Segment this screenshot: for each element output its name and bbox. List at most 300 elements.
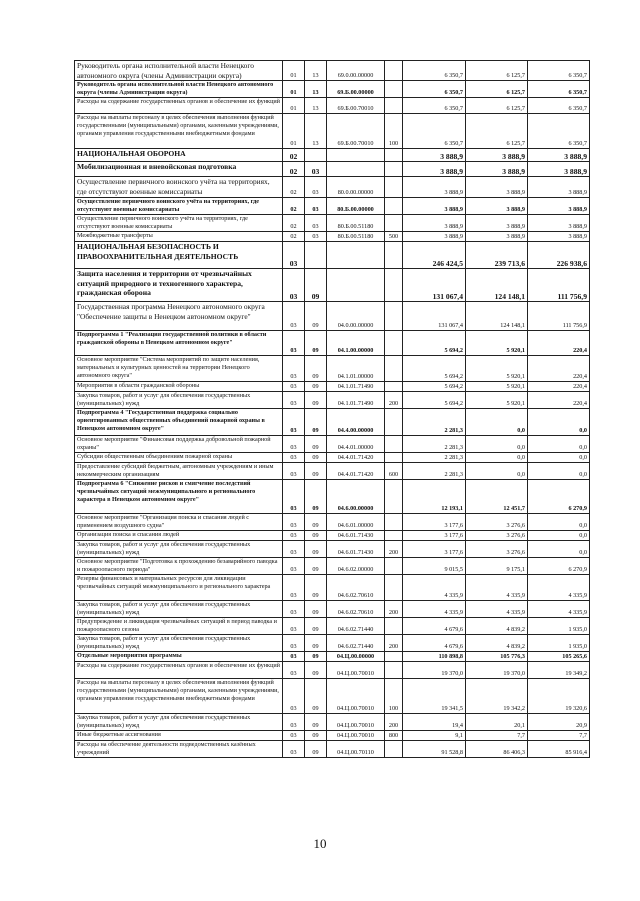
section-code: 03 <box>283 731 305 741</box>
expense-type-code <box>385 575 403 601</box>
budget-table <box>74 60 590 758</box>
subsection-code: 09 <box>305 302 327 331</box>
amount-year-3: 0,0 <box>528 409 590 436</box>
target-article-code: 04.Ц.00.70010 <box>327 662 385 679</box>
amount-year-1: 6 350,7 <box>403 114 466 149</box>
target-article-code: 04.1.01.71490 <box>327 392 385 409</box>
section-code: 03 <box>283 356 305 382</box>
amount-year-3: 19 349,2 <box>528 662 590 679</box>
expense-type-code <box>385 302 403 331</box>
amount-year-2: 3 888,9 <box>466 232 528 242</box>
amount-year-3: 6 270,9 <box>528 480 590 514</box>
table-row <box>75 541 590 558</box>
target-article-code <box>327 149 385 162</box>
amount-year-2: 6 125,7 <box>466 81 528 98</box>
target-article-code: 04.Ц.00.00000 <box>327 652 385 662</box>
table-row <box>75 331 590 356</box>
section-code: 03 <box>283 436 305 453</box>
subsection-code: 09 <box>305 382 327 392</box>
target-article-code: 04.6.01.71430 <box>327 531 385 541</box>
section-code: 02 <box>283 215 305 232</box>
amount-year-3: 20,9 <box>528 714 590 731</box>
amount-year-3: 3 888,9 <box>528 149 590 162</box>
amount-year-1: 3 177,6 <box>403 541 466 558</box>
section-code: 03 <box>283 679 305 714</box>
subsection-code: 09 <box>305 531 327 541</box>
amount-year-1: 246 424,5 <box>403 242 466 269</box>
amount-year-3: 3 888,9 <box>528 232 590 242</box>
target-article-code: 04.4.01.71420 <box>327 453 385 463</box>
amount-year-1: 2 281,3 <box>403 463 466 480</box>
expense-type-code <box>385 215 403 232</box>
amount-year-1: 5 694,2 <box>403 382 466 392</box>
amount-year-3: 6 350,7 <box>528 98 590 114</box>
subsection-code: 09 <box>305 575 327 601</box>
section-code: 01 <box>283 81 305 98</box>
amount-year-1: 5 694,2 <box>403 392 466 409</box>
table-row <box>75 98 590 114</box>
expense-type-code: 100 <box>385 679 403 714</box>
amount-year-3: 220,4 <box>528 356 590 382</box>
amount-year-3: 111 756,9 <box>528 302 590 331</box>
row-name: Субсидии общественным объединениям пожарной охраны <box>75 453 283 463</box>
section-code: 03 <box>283 382 305 392</box>
table-row <box>75 463 590 480</box>
table-row <box>75 558 590 575</box>
amount-year-1: 131 067,4 <box>403 302 466 331</box>
amount-year-2: 9 175,1 <box>466 558 528 575</box>
table-row <box>75 162 590 177</box>
amount-year-2: 5 920,1 <box>466 356 528 382</box>
target-article-code: 04.4.00.00000 <box>327 409 385 436</box>
subsection-code <box>305 242 327 269</box>
subsection-code: 09 <box>305 652 327 662</box>
section-code: 03 <box>283 662 305 679</box>
row-name: Основное мероприятие "Организация поиска и спасания людей с применением воздушного судна" <box>75 514 283 531</box>
section-code: 02 <box>283 198 305 215</box>
expense-type-code <box>385 531 403 541</box>
expense-type-code: 500 <box>385 232 403 242</box>
target-article-code: 80.0.00.00000 <box>327 177 385 198</box>
expense-type-code <box>385 242 403 269</box>
expense-type-code <box>385 652 403 662</box>
amount-year-3: 3 888,9 <box>528 162 590 177</box>
expense-type-code <box>385 331 403 356</box>
section-code: 01 <box>283 61 305 81</box>
row-name: Мероприятия в области гражданской обороны <box>75 382 283 392</box>
section-code: 03 <box>283 331 305 356</box>
amount-year-3: 4 335,9 <box>528 601 590 618</box>
row-name: Осуществление первичного воинского учёта на территориях, где отсутствуют военные комиссариаты <box>75 198 283 215</box>
table-row <box>75 601 590 618</box>
target-article-code: 04.6.02.71440 <box>327 635 385 652</box>
subsection-code: 09 <box>305 731 327 741</box>
amount-year-3: 6 270,9 <box>528 558 590 575</box>
amount-year-1: 3 177,6 <box>403 514 466 531</box>
section-code: 03 <box>283 541 305 558</box>
subsection-code: 09 <box>305 436 327 453</box>
target-article-code: 69.Б.00.00000 <box>327 81 385 98</box>
amount-year-1: 3 888,9 <box>403 198 466 215</box>
section-code: 03 <box>283 741 305 758</box>
amount-year-2: 124 148,1 <box>466 269 528 302</box>
table-row <box>75 215 590 232</box>
subsection-code: 03 <box>305 215 327 232</box>
row-name: Предоставление субсидий бюджетным, автономным учреждениям и иным некоммерческим организациям <box>75 463 283 480</box>
amount-year-2: 4 335,9 <box>466 575 528 601</box>
amount-year-2: 3 888,9 <box>466 149 528 162</box>
expense-type-code <box>385 198 403 215</box>
amount-year-2: 5 920,1 <box>466 331 528 356</box>
expense-type-code: 800 <box>385 731 403 741</box>
target-article-code: 04.Ц.00.70110 <box>327 741 385 758</box>
expense-type-code <box>385 480 403 514</box>
section-code: 03 <box>283 601 305 618</box>
amount-year-1: 3 888,9 <box>403 215 466 232</box>
row-name: Закупка товаров, работ и услуг для обеспечения государственных (муниципальных) нужд <box>75 541 283 558</box>
expense-type-code: 200 <box>385 541 403 558</box>
subsection-code: 09 <box>305 480 327 514</box>
amount-year-2: 6 125,7 <box>466 98 528 114</box>
amount-year-3: 3 888,9 <box>528 198 590 215</box>
subsection-code: 09 <box>305 409 327 436</box>
row-name: Закупка товаров, работ и услуг для обеспечения государственных (муниципальных) нужд <box>75 714 283 731</box>
subsection-code: 09 <box>305 679 327 714</box>
amount-year-3: 220,4 <box>528 392 590 409</box>
expense-type-code: 200 <box>385 601 403 618</box>
target-article-code <box>327 242 385 269</box>
amount-year-1: 4 335,9 <box>403 575 466 601</box>
expense-type-code <box>385 382 403 392</box>
section-code: 03 <box>283 242 305 269</box>
expense-type-code <box>385 356 403 382</box>
section-code: 02 <box>283 162 305 177</box>
subsection-code: 13 <box>305 61 327 81</box>
amount-year-1: 4 335,9 <box>403 601 466 618</box>
expense-type-code <box>385 81 403 98</box>
subsection-code: 09 <box>305 356 327 382</box>
amount-year-3: 1 935,0 <box>528 618 590 635</box>
row-name: Закупка товаров, работ и услуг для обеспечения государственных (муниципальных) нужд <box>75 601 283 618</box>
target-article-code: 04.6.00.00000 <box>327 480 385 514</box>
row-name: Подпрограмма 1 "Реализация государственной политики в области гражданской обороны в Ненецком автономном округе" <box>75 331 283 356</box>
table-row <box>75 453 590 463</box>
amount-year-1: 5 694,2 <box>403 356 466 382</box>
target-article-code: 04.6.02.70610 <box>327 601 385 618</box>
section-code: 03 <box>283 480 305 514</box>
target-article-code: 04.Ц.00.70010 <box>327 679 385 714</box>
expense-type-code: 200 <box>385 392 403 409</box>
amount-year-2: 3 276,6 <box>466 531 528 541</box>
row-name: НАЦИОНАЛЬНАЯ ОБОРОНА <box>75 149 283 162</box>
amount-year-1: 19 370,0 <box>403 662 466 679</box>
amount-year-2: 3 888,9 <box>466 177 528 198</box>
target-article-code: 04.Ц.00.70010 <box>327 731 385 741</box>
amount-year-2: 5 920,1 <box>466 392 528 409</box>
amount-year-1: 2 281,3 <box>403 453 466 463</box>
subsection-code: 09 <box>305 463 327 480</box>
table-row <box>75 679 590 714</box>
table-row <box>75 242 590 269</box>
expense-type-code <box>385 409 403 436</box>
table-row <box>75 392 590 409</box>
target-article-code: 80.Б.00.51180 <box>327 232 385 242</box>
target-article-code: 69.Б.00.70010 <box>327 98 385 114</box>
expense-type-code <box>385 98 403 114</box>
target-article-code: 04.6.02.00000 <box>327 558 385 575</box>
section-code: 01 <box>283 98 305 114</box>
table-row <box>75 652 590 662</box>
row-name: Организация поиска и спасания людей <box>75 531 283 541</box>
expense-type-code <box>385 177 403 198</box>
amount-year-2: 3 888,9 <box>466 198 528 215</box>
subsection-code: 09 <box>305 331 327 356</box>
row-name: НАЦИОНАЛЬНАЯ БЕЗОПАСНОСТЬ И ПРАВООХРАНИТЕЛЬНАЯ ДЕЯТЕЛЬНОСТЬ <box>75 242 283 269</box>
amount-year-2: 6 125,7 <box>466 61 528 81</box>
expense-type-code <box>385 662 403 679</box>
row-name: Расходы на обеспечение деятельности подведомственных казённых учреждений <box>75 741 283 758</box>
target-article-code: 04.4.01.71420 <box>327 463 385 480</box>
amount-year-1: 5 694,2 <box>403 331 466 356</box>
table-row <box>75 61 590 81</box>
amount-year-2: 12 451,7 <box>466 480 528 514</box>
amount-year-1: 110 898,8 <box>403 652 466 662</box>
row-name: Расходы на выплаты персоналу в целях обеспечения выполнения функций государственными (муниципальными) органами, казенными учреждениями, органами управления государственными внебюджетными фондами <box>75 114 283 149</box>
amount-year-1: 9 015,5 <box>403 558 466 575</box>
amount-year-3: 220,4 <box>528 331 590 356</box>
target-article-code: 04.1.01.71490 <box>327 382 385 392</box>
amount-year-1: 4 679,6 <box>403 635 466 652</box>
table-row <box>75 232 590 242</box>
expense-type-code: 100 <box>385 114 403 149</box>
amount-year-2: 86 406,3 <box>466 741 528 758</box>
row-name: Расходы на выплаты персоналу в целях обеспечения выполнения функций государственными (муниципальными) органами, казенными учреждениями, органами управления государственными внебюджетными фондами <box>75 679 283 714</box>
amount-year-2: 239 713,6 <box>466 242 528 269</box>
table-row <box>75 731 590 741</box>
table-row <box>75 409 590 436</box>
amount-year-1: 19 341,5 <box>403 679 466 714</box>
amount-year-1: 3 888,9 <box>403 162 466 177</box>
table-row <box>75 356 590 382</box>
amount-year-3: 85 916,4 <box>528 741 590 758</box>
row-name: Расходы на содержание государственных органов и обеспечение их функций <box>75 98 283 114</box>
table-row <box>75 177 590 198</box>
budget-table-body <box>75 61 590 758</box>
table-row <box>75 480 590 514</box>
amount-year-1: 3 888,9 <box>403 232 466 242</box>
table-row <box>75 302 590 331</box>
row-name: Руководитель органа исполнительной власти Ненецкого автономного округа (члены Администрации округа) <box>75 61 283 81</box>
expense-type-code <box>385 741 403 758</box>
row-name: Осуществление первичного воинского учёта на территориях, где отсутствуют военные комиссариаты <box>75 177 283 198</box>
section-code: 02 <box>283 149 305 162</box>
amount-year-2: 0,0 <box>466 436 528 453</box>
row-name: Иные бюджетные ассигнования <box>75 731 283 741</box>
amount-year-3: 7,7 <box>528 731 590 741</box>
subsection-code: 09 <box>305 392 327 409</box>
amount-year-2: 0,0 <box>466 463 528 480</box>
subsection-code: 09 <box>305 662 327 679</box>
amount-year-1: 6 350,7 <box>403 98 466 114</box>
section-code: 03 <box>283 463 305 480</box>
amount-year-2: 19 370,0 <box>466 662 528 679</box>
amount-year-3: 6 350,7 <box>528 81 590 98</box>
subsection-code: 09 <box>305 601 327 618</box>
table-row <box>75 635 590 652</box>
row-name: Мобилизационная и вневойсковая подготовка <box>75 162 283 177</box>
section-code: 03 <box>283 714 305 731</box>
expense-type-code: 200 <box>385 635 403 652</box>
section-code: 03 <box>283 575 305 601</box>
target-article-code: 04.Ц.00.70010 <box>327 714 385 731</box>
section-code: 02 <box>283 232 305 242</box>
expense-type-code <box>385 453 403 463</box>
amount-year-3: 111 756,9 <box>528 269 590 302</box>
amount-year-3: 220,4 <box>528 382 590 392</box>
amount-year-2: 6 125,7 <box>466 114 528 149</box>
row-name: Отдельные мероприятия программы <box>75 652 283 662</box>
target-article-code: 04.6.02.71440 <box>327 618 385 635</box>
amount-year-3: 0,0 <box>528 463 590 480</box>
subsection-code: 09 <box>305 714 327 731</box>
section-code: 03 <box>283 409 305 436</box>
target-article-code <box>327 269 385 302</box>
amount-year-2: 3 888,9 <box>466 215 528 232</box>
target-article-code: 80.Б.00.00000 <box>327 198 385 215</box>
row-name: Руководитель органа исполнительной власти Ненецкого автономного округа (члены Администрации округа) <box>75 81 283 98</box>
subsection-code: 13 <box>305 98 327 114</box>
amount-year-3: 4 335,9 <box>528 575 590 601</box>
subsection-code: 09 <box>305 514 327 531</box>
expense-type-code <box>385 61 403 81</box>
target-article-code: 04.1.01.00000 <box>327 356 385 382</box>
expense-type-code <box>385 514 403 531</box>
subsection-code: 09 <box>305 618 327 635</box>
expense-type-code <box>385 558 403 575</box>
amount-year-2: 3 888,9 <box>466 162 528 177</box>
amount-year-1: 3 888,9 <box>403 149 466 162</box>
table-row <box>75 662 590 679</box>
amount-year-2: 0,0 <box>466 453 528 463</box>
table-row <box>75 149 590 162</box>
table-row <box>75 514 590 531</box>
amount-year-2: 4 335,9 <box>466 601 528 618</box>
amount-year-2: 7,7 <box>466 731 528 741</box>
subsection-code: 09 <box>305 453 327 463</box>
amount-year-3: 0,0 <box>528 531 590 541</box>
section-code: 03 <box>283 453 305 463</box>
target-article-code: 04.6.02.70610 <box>327 575 385 601</box>
subsection-code: 13 <box>305 81 327 98</box>
row-name: Межбюджетные трансферты <box>75 232 283 242</box>
amount-year-3: 0,0 <box>528 436 590 453</box>
amount-year-2: 4 839,2 <box>466 618 528 635</box>
section-code: 03 <box>283 652 305 662</box>
section-code: 03 <box>283 635 305 652</box>
amount-year-3: 3 888,9 <box>528 215 590 232</box>
subsection-code: 13 <box>305 114 327 149</box>
amount-year-3: 0,0 <box>528 514 590 531</box>
subsection-code: 09 <box>305 558 327 575</box>
amount-year-2: 124 148,1 <box>466 302 528 331</box>
amount-year-1: 2 281,3 <box>403 409 466 436</box>
amount-year-1: 4 679,6 <box>403 618 466 635</box>
amount-year-3: 105 265,6 <box>528 652 590 662</box>
row-name: Подпрограмма 6 "Снижение рисков и смягчение последствий чрезвычайных ситуаций межмуниципального и регионального характера в Ненецком автономном округе" <box>75 480 283 514</box>
subsection-code: 09 <box>305 541 327 558</box>
target-article-code: 04.4.01.00000 <box>327 436 385 453</box>
target-article-code: 04.1.00.00000 <box>327 331 385 356</box>
amount-year-2: 4 839,2 <box>466 635 528 652</box>
table-row <box>75 114 590 149</box>
table-row <box>75 531 590 541</box>
target-article-code: 80.Б.00.51180 <box>327 215 385 232</box>
section-code: 03 <box>283 618 305 635</box>
section-code: 03 <box>283 514 305 531</box>
expense-type-code <box>385 162 403 177</box>
row-name: Осуществление первичного воинского учёта на территориях, где отсутствуют военные комиссариаты <box>75 215 283 232</box>
table-row <box>75 741 590 758</box>
expense-type-code: 200 <box>385 714 403 731</box>
section-code: 03 <box>283 558 305 575</box>
amount-year-3: 0,0 <box>528 453 590 463</box>
table-row <box>75 436 590 453</box>
subsection-code <box>305 149 327 162</box>
amount-year-2: 5 920,1 <box>466 382 528 392</box>
section-code: 03 <box>283 392 305 409</box>
table-row <box>75 269 590 302</box>
amount-year-2: 0,0 <box>466 409 528 436</box>
section-code: 03 <box>283 302 305 331</box>
subsection-code: 03 <box>305 162 327 177</box>
page-number: 10 <box>313 836 327 851</box>
table-row <box>75 575 590 601</box>
amount-year-1: 131 067,4 <box>403 269 466 302</box>
amount-year-3: 0,0 <box>528 541 590 558</box>
amount-year-3: 1 935,0 <box>528 635 590 652</box>
subsection-code: 09 <box>305 635 327 652</box>
row-name: Предупреждение и ликвидация чрезвычайных ситуаций в период паводка и пожароопасного сезона <box>75 618 283 635</box>
subsection-code: 03 <box>305 198 327 215</box>
amount-year-2: 105 776,3 <box>466 652 528 662</box>
amount-year-1: 91 528,8 <box>403 741 466 758</box>
table-row <box>75 714 590 731</box>
amount-year-1: 6 350,7 <box>403 81 466 98</box>
amount-year-1: 12 193,1 <box>403 480 466 514</box>
row-name: Основное мероприятие "Система мероприятий по защите населения, материальных и культурных ценностей на территории Ненецкого автономного округа" <box>75 356 283 382</box>
row-name: Закупка товаров, работ и услуг для обеспечения государственных (муниципальных) нужд <box>75 392 283 409</box>
subsection-code: 09 <box>305 269 327 302</box>
amount-year-3: 19 320,6 <box>528 679 590 714</box>
expense-type-code: 600 <box>385 463 403 480</box>
subsection-code: 03 <box>305 177 327 198</box>
amount-year-1: 19,4 <box>403 714 466 731</box>
amount-year-3: 6 350,7 <box>528 61 590 81</box>
expense-type-code <box>385 436 403 453</box>
amount-year-3: 6 350,7 <box>528 114 590 149</box>
amount-year-3: 226 938,6 <box>528 242 590 269</box>
target-article-code: 04.0.00.00000 <box>327 302 385 331</box>
table-row <box>75 618 590 635</box>
target-article-code: 69.Б.00.70010 <box>327 114 385 149</box>
row-name: Закупка товаров, работ и услуг для обеспечения государственных (муниципальных) нужд <box>75 635 283 652</box>
row-name: Резервы финансовых и материальных ресурсов для ликвидации чрезвычайных ситуаций межмуниципального и регионального характера <box>75 575 283 601</box>
amount-year-1: 3 177,6 <box>403 531 466 541</box>
target-article-code: 04.6.01.71430 <box>327 541 385 558</box>
expense-type-code <box>385 269 403 302</box>
table-row <box>75 198 590 215</box>
row-name: Защита населения и территории от чрезвычайных ситуаций природного и техногенного характера, гражданская оборона <box>75 269 283 302</box>
